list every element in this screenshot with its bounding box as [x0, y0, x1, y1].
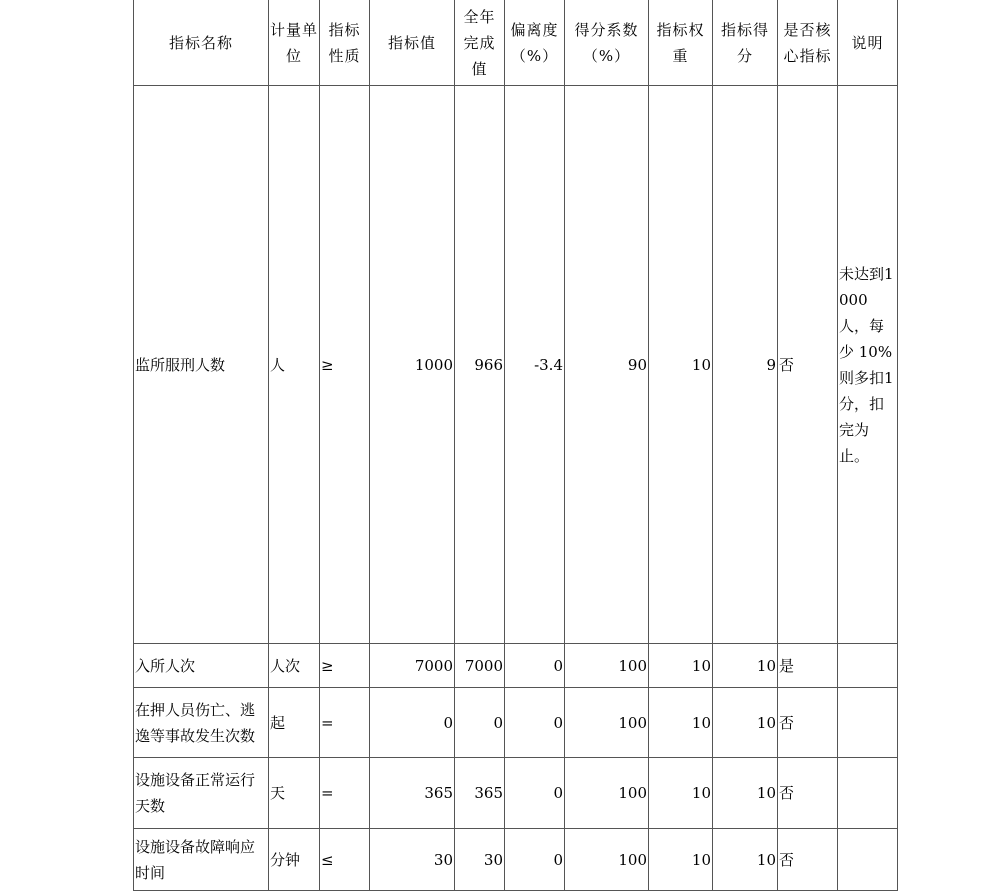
header-row: [134, 0, 898, 86]
actual-value: 30: [455, 829, 505, 891]
target-value: 365: [370, 758, 455, 829]
header-cell: 指标名称: [134, 0, 269, 86]
score-coefficient: 100: [565, 829, 649, 891]
header-cell: 偏离度（%）: [505, 0, 565, 86]
actual-value: 7000: [455, 644, 505, 688]
header-cell: 全年完成值: [455, 0, 505, 86]
indicator-name: 入所人次: [134, 644, 269, 688]
core-indicator: 是: [778, 644, 838, 688]
weight: 10: [649, 688, 713, 758]
table-row: [134, 688, 898, 758]
weight: 10: [649, 758, 713, 829]
nature: ≥: [320, 644, 370, 688]
nature: =: [320, 688, 370, 758]
indicator-name: 在押人员伤亡、逃逸等事故发生次数: [134, 688, 269, 758]
target-value: 30: [370, 829, 455, 891]
core-indicator: 否: [778, 829, 838, 891]
target-value: 1000: [370, 86, 455, 644]
note: [838, 688, 898, 758]
score-coefficient: 90: [565, 86, 649, 644]
unit: 起: [269, 688, 320, 758]
header-cell: 计量单位: [269, 0, 320, 86]
score: 10: [713, 829, 778, 891]
nature: ≥: [320, 86, 370, 644]
header-cell: 指标权重: [649, 0, 713, 86]
score: 10: [713, 644, 778, 688]
deviation: 0: [505, 688, 565, 758]
indicator-name: 设施设备正常运行天数: [134, 758, 269, 829]
deviation: 0: [505, 644, 565, 688]
nature: ≤: [320, 829, 370, 891]
score: 9: [713, 86, 778, 644]
target-value: 7000: [370, 644, 455, 688]
indicator-name: 设施设备故障响应时间: [134, 829, 269, 891]
core-indicator: 否: [778, 688, 838, 758]
header-cell: 指标得分: [713, 0, 778, 86]
unit: 人次: [269, 644, 320, 688]
score: 10: [713, 758, 778, 829]
actual-value: 0: [455, 688, 505, 758]
note: [838, 758, 898, 829]
header-cell: 指标性质: [320, 0, 370, 86]
core-indicator: 否: [778, 86, 838, 644]
header-cell: 得分系数（%）: [565, 0, 649, 86]
score-coefficient: 100: [565, 688, 649, 758]
table-row: [134, 758, 898, 829]
table-row: [134, 829, 898, 891]
weight: 10: [649, 829, 713, 891]
performance-indicator-table: [133, 0, 898, 891]
unit: 天: [269, 758, 320, 829]
weight: 10: [649, 86, 713, 644]
note: [838, 829, 898, 891]
header-cell: 是否核心指标: [778, 0, 838, 86]
deviation: 0: [505, 829, 565, 891]
table-row: [134, 86, 898, 644]
unit: 分钟: [269, 829, 320, 891]
actual-value: 966: [455, 86, 505, 644]
weight: 10: [649, 644, 713, 688]
note: [838, 644, 898, 688]
unit: 人: [269, 86, 320, 644]
score-coefficient: 100: [565, 758, 649, 829]
deviation: -3.4: [505, 86, 565, 644]
header-cell: 指标值: [370, 0, 455, 86]
nature: =: [320, 758, 370, 829]
score-coefficient: 100: [565, 644, 649, 688]
table-row: [134, 644, 898, 688]
note: 未达到1000人，每少 10%则多扣1 分，扣完为止。: [838, 86, 898, 644]
score: 10: [713, 688, 778, 758]
indicator-name: 监所服刑人数: [134, 86, 269, 644]
actual-value: 365: [455, 758, 505, 829]
deviation: 0: [505, 758, 565, 829]
core-indicator: 否: [778, 758, 838, 829]
target-value: 0: [370, 688, 455, 758]
header-cell: 说明: [838, 0, 898, 86]
